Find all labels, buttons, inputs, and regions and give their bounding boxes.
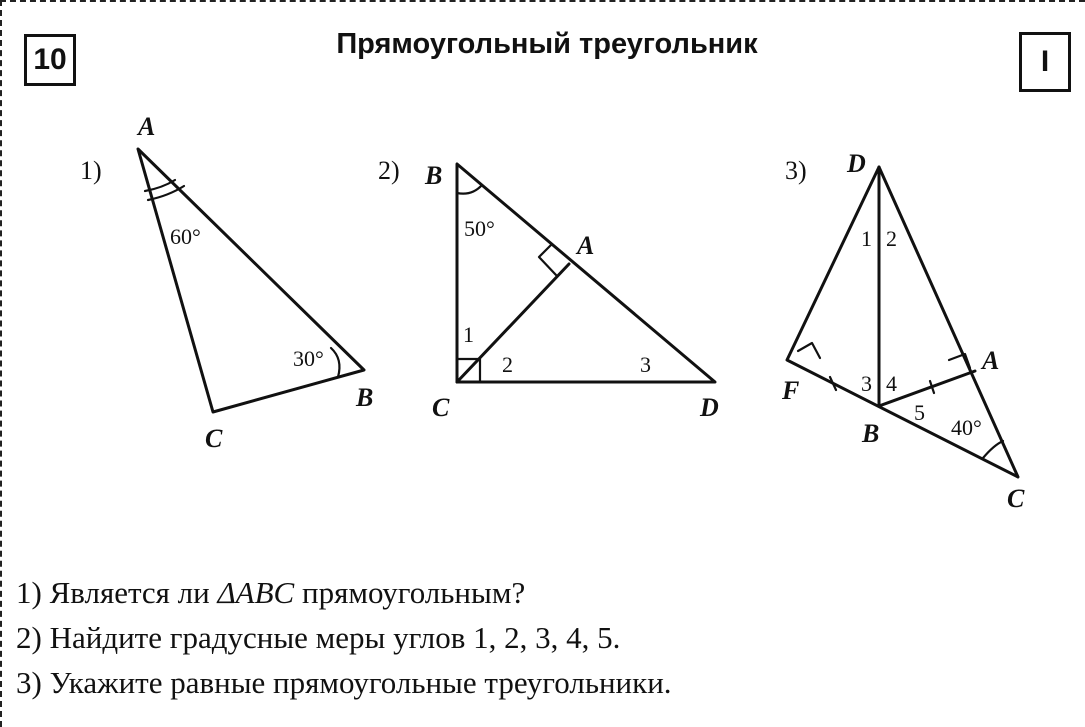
fig3-point-f: F: [782, 376, 800, 405]
fig1-point-b: B: [356, 383, 374, 412]
question-3-number: 3): [16, 665, 42, 700]
question-1-post: прямоугольным?: [294, 575, 526, 610]
fig3-angle-5: 5: [914, 400, 925, 425]
figure-2-triangles: [457, 164, 715, 382]
fig1-point-a: A: [138, 112, 156, 141]
fig1-angle-a: 60°: [170, 224, 201, 249]
fig1-point-c: C: [205, 424, 223, 453]
question-3-text: Укажите равные прямоугольные треугольники.: [49, 665, 672, 700]
figure-1-number: 1): [80, 156, 102, 185]
figure-3-triangles: [787, 167, 1018, 477]
fig2-angle-1: 1: [463, 322, 474, 347]
fig3-angle-2: 2: [886, 226, 897, 251]
fig3-point-a: A: [982, 346, 1000, 375]
question-1-number: 1): [16, 575, 42, 610]
question-1: [16, 570, 1076, 615]
question-1-triangle: ΔABC: [217, 575, 295, 610]
fig3-angle-c: 40°: [951, 415, 982, 440]
fig3-angle-4: 4: [886, 371, 897, 396]
question-2-number: 2): [16, 620, 42, 655]
page-title: Прямоугольный треугольник: [336, 28, 758, 60]
figure-1-triangle: [138, 149, 364, 412]
variant-label: I: [1040, 45, 1050, 78]
fig2-angle-b: 50°: [464, 216, 495, 241]
fig2-point-a: A: [577, 231, 595, 260]
geometry-figures: [2, 2, 1085, 562]
fig2-angle-2: 2: [502, 352, 513, 377]
fig2-point-d: D: [700, 393, 719, 422]
card-number: 10: [33, 43, 67, 76]
fig2-point-b: B: [425, 161, 443, 190]
fig3-point-c: C: [1007, 484, 1025, 513]
question-2: [16, 615, 1076, 660]
figure-2-number: 2): [378, 156, 400, 185]
fig1-angle-b: 30°: [293, 346, 324, 371]
fig2-point-c: C: [432, 393, 450, 422]
fig3-point-d: D: [847, 149, 866, 178]
fig2-angle-3: 3: [640, 352, 651, 377]
question-list: [16, 570, 1076, 705]
question-3: [16, 660, 1076, 705]
fig3-point-b: B: [862, 419, 880, 448]
question-2-text: Найдите градусные меры углов 1, 2, 3, 4, 5.: [49, 620, 621, 655]
figure-3-number: 3): [785, 156, 807, 185]
fig3-angle-1: 1: [861, 226, 872, 251]
fig3-angle-3: 3: [861, 371, 872, 396]
question-1-pre: Является ли: [49, 575, 218, 610]
